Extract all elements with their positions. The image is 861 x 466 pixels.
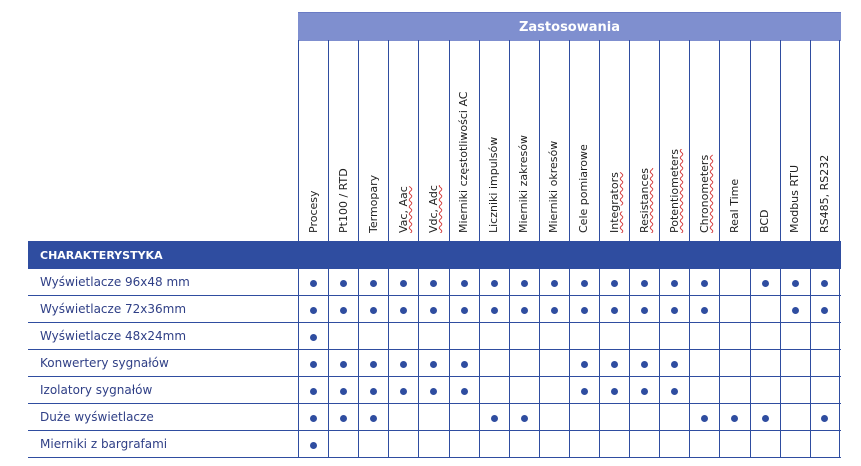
table-cell (629, 350, 659, 376)
table-cell (539, 431, 569, 457)
table-cell (358, 431, 388, 457)
table-cell (388, 269, 418, 295)
table-cell (569, 296, 599, 322)
bullet-dot-icon (430, 361, 437, 368)
table-cell (629, 377, 659, 403)
table-cell (539, 296, 569, 322)
bullet-dot-icon (821, 307, 828, 314)
table-cell (509, 377, 539, 403)
row-label: Wyświetlacze 48x24mm (40, 329, 187, 343)
table-cell (689, 269, 719, 295)
column-header (719, 40, 749, 241)
table-cell (298, 404, 328, 430)
table-cell (719, 269, 749, 295)
column-header-label: Vdc, Adc (426, 185, 440, 233)
table-cell (449, 296, 479, 322)
table-cell (750, 269, 780, 295)
bullet-dot-icon (551, 307, 558, 314)
table-cell (328, 350, 358, 376)
column-header (358, 40, 388, 241)
bullet-dot-icon (370, 388, 377, 395)
table-cell (569, 269, 599, 295)
bullet-dot-icon (762, 280, 769, 287)
table-cell (388, 431, 418, 457)
table-cell (358, 269, 388, 295)
table-cell (449, 323, 479, 349)
bullet-dot-icon (792, 307, 799, 314)
table-cell (358, 377, 388, 403)
table-cell (418, 431, 448, 457)
table-cell (539, 323, 569, 349)
bullet-dot-icon (310, 361, 317, 368)
table-cell (689, 296, 719, 322)
table-cell (750, 323, 780, 349)
table-cell (659, 269, 689, 295)
bullet-dot-icon (370, 307, 377, 314)
bullet-dot-icon (701, 280, 708, 287)
table-cell (569, 350, 599, 376)
table-cell (659, 350, 689, 376)
bullet-dot-icon (792, 280, 799, 287)
table-cell (328, 323, 358, 349)
bullet-dot-icon (310, 415, 317, 422)
table-cell (599, 431, 629, 457)
table-cell (599, 404, 629, 430)
table-cell (810, 350, 840, 376)
bullet-dot-icon (521, 415, 528, 422)
bullet-dot-icon (641, 307, 648, 314)
table-cell (629, 323, 659, 349)
table-cell (298, 269, 328, 295)
table-cell (539, 404, 569, 430)
column-header (780, 40, 810, 241)
bullet-dot-icon (821, 415, 828, 422)
column-header-label: Mierniki zakresów (517, 135, 531, 233)
table-cell (750, 431, 780, 457)
table-cell (328, 296, 358, 322)
column-header-label: Pt100 / RTD (336, 168, 350, 233)
bullet-dot-icon (340, 361, 347, 368)
table-cell (689, 404, 719, 430)
table-cell (539, 269, 569, 295)
bullet-dot-icon (461, 388, 468, 395)
column-header (659, 40, 689, 241)
table-cell (509, 404, 539, 430)
bullet-dot-icon (340, 307, 347, 314)
table-cell (719, 431, 749, 457)
table-cell (418, 269, 448, 295)
table-cell (388, 404, 418, 430)
bullet-dot-icon (611, 361, 618, 368)
bullet-dot-icon (491, 307, 498, 314)
bullet-dot-icon (581, 307, 588, 314)
bullet-dot-icon (340, 415, 347, 422)
row-label: Wyświetlacze 72x36mm (40, 302, 187, 316)
bullet-dot-icon (430, 307, 437, 314)
bullet-dot-icon (491, 415, 498, 422)
bullet-dot-icon (521, 307, 528, 314)
bullet-dot-icon (461, 307, 468, 314)
column-header (810, 40, 840, 241)
column-header (689, 40, 719, 241)
table-cell (780, 377, 810, 403)
bullet-dot-icon (310, 307, 317, 314)
table-cell (328, 431, 358, 457)
bullet-dot-icon (400, 361, 407, 368)
table-cell (719, 323, 749, 349)
table-cell (810, 296, 840, 322)
bullet-dot-icon (310, 442, 317, 449)
column-header (418, 40, 448, 241)
table-cell (689, 431, 719, 457)
table-row (28, 323, 841, 350)
row-label: Wyświetlacze 96x48 mm (40, 275, 190, 289)
table-cell (418, 404, 448, 430)
table-cell (599, 350, 629, 376)
column-header-label: Chronometers (697, 154, 711, 233)
column-header (388, 40, 418, 241)
bullet-dot-icon (551, 280, 558, 287)
table-cell (388, 377, 418, 403)
column-header (599, 40, 629, 241)
table-cell (780, 350, 810, 376)
table-cell (509, 431, 539, 457)
table-cell (780, 296, 810, 322)
column-header (479, 40, 509, 241)
table-cell (629, 296, 659, 322)
table-cell (418, 296, 448, 322)
table-cell (479, 269, 509, 295)
column-header-label: Termopary (366, 174, 380, 233)
bullet-dot-icon (340, 388, 347, 395)
bullet-dot-icon (310, 280, 317, 287)
bullet-dot-icon (370, 415, 377, 422)
table-cell (599, 296, 629, 322)
table-cell (418, 377, 448, 403)
column-header (449, 40, 479, 241)
table-cell (599, 323, 629, 349)
table-cell (629, 404, 659, 430)
table-cell (418, 350, 448, 376)
column-header-label: Liczniki impulsów (487, 136, 501, 233)
bullet-dot-icon (671, 361, 678, 368)
column-header-label: Mierniki okresów (547, 140, 561, 233)
column-header-label: Mierniki częstotliwości AC (457, 91, 470, 233)
table-cell (810, 431, 840, 457)
bullet-dot-icon (430, 388, 437, 395)
column-header (298, 40, 328, 241)
bullet-dot-icon (400, 280, 407, 287)
table-cell (539, 377, 569, 403)
table-cell (358, 323, 388, 349)
table-row (28, 377, 841, 404)
table-cell (780, 269, 810, 295)
table-cell (509, 296, 539, 322)
column-header-label: Resistances (637, 167, 651, 233)
table-cell (298, 323, 328, 349)
column-header (509, 40, 539, 241)
table-cell (810, 269, 840, 295)
table-cell (449, 350, 479, 376)
table-cell (719, 296, 749, 322)
table-row (28, 269, 841, 296)
table-cell (810, 377, 840, 403)
table-cell (780, 431, 810, 457)
table-cell (569, 404, 599, 430)
column-header (750, 40, 780, 241)
bullet-dot-icon (611, 280, 618, 287)
bullet-dot-icon (641, 388, 648, 395)
applications-header: Zastosowania (298, 12, 841, 41)
table-cell (569, 323, 599, 349)
bullet-dot-icon (461, 361, 468, 368)
table-cell (388, 296, 418, 322)
bullet-dot-icon (581, 361, 588, 368)
bullet-dot-icon (491, 280, 498, 287)
bullet-dot-icon (731, 415, 738, 422)
column-header-label: Modbus RTU (788, 165, 802, 233)
column-header-label: Potentiometers (667, 149, 681, 233)
table-cell (328, 404, 358, 430)
table-cell (298, 350, 328, 376)
bullet-dot-icon (310, 334, 317, 341)
table-row (28, 431, 841, 458)
table-cell (599, 269, 629, 295)
table-cell (479, 350, 509, 376)
table-cell (298, 431, 328, 457)
table-cell (719, 350, 749, 376)
column-header-label: Real Time (727, 178, 741, 233)
bullet-dot-icon (611, 388, 618, 395)
bullet-dot-icon (370, 280, 377, 287)
column-header (569, 40, 599, 241)
table-cell (328, 377, 358, 403)
table-cell (750, 377, 780, 403)
table-cell (358, 350, 388, 376)
bullet-dot-icon (821, 280, 828, 287)
column-header (328, 40, 358, 241)
table-cell (659, 377, 689, 403)
table-cell (479, 377, 509, 403)
column-header-label: Vac, Aac (396, 186, 410, 233)
bullet-dot-icon (581, 388, 588, 395)
table-cell (479, 323, 509, 349)
bullet-dot-icon (400, 388, 407, 395)
table-cell (810, 404, 840, 430)
bullet-dot-icon (461, 280, 468, 287)
table-cell (599, 377, 629, 403)
bullet-dot-icon (641, 280, 648, 287)
table-cell (659, 323, 689, 349)
bullet-dot-icon (430, 280, 437, 287)
bullet-dot-icon (581, 280, 588, 287)
table-row (28, 404, 841, 431)
table-cell (388, 323, 418, 349)
table-cell (569, 431, 599, 457)
table-cell (388, 350, 418, 376)
table-cell (750, 350, 780, 376)
row-label: Konwertery sygnałów (40, 356, 169, 370)
bullet-dot-icon (671, 307, 678, 314)
table-cell (689, 323, 719, 349)
table-cell (298, 377, 328, 403)
table-cell (449, 269, 479, 295)
table-cell (780, 323, 810, 349)
table-cell (569, 377, 599, 403)
table-cell (629, 269, 659, 295)
column-header-label: Procesy (306, 190, 320, 233)
table-cell (689, 377, 719, 403)
table-row (28, 296, 841, 323)
table-cell (810, 323, 840, 349)
table-cell (659, 431, 689, 457)
table-cell (479, 431, 509, 457)
bullet-dot-icon (641, 361, 648, 368)
table-cell (539, 350, 569, 376)
table-cell (509, 269, 539, 295)
row-label: Mierniki z bargrafami (40, 437, 168, 451)
bullet-dot-icon (671, 388, 678, 395)
column-header-label: Cele pomiarowe (577, 144, 591, 233)
bullet-dot-icon (611, 307, 618, 314)
bullet-dot-icon (521, 280, 528, 287)
column-header (629, 40, 659, 241)
table-cell (659, 296, 689, 322)
bullet-dot-icon (762, 415, 769, 422)
table-cell (449, 404, 479, 430)
table-row (28, 350, 841, 377)
table-cell (750, 404, 780, 430)
table-cell (719, 377, 749, 403)
section-header: CHARAKTERYSTYKA (28, 241, 841, 269)
table-cell (509, 323, 539, 349)
bullet-dot-icon (310, 388, 317, 395)
bullet-dot-icon (370, 361, 377, 368)
table-cell (780, 404, 810, 430)
table-cell (509, 350, 539, 376)
table-cell (418, 323, 448, 349)
table-cell (358, 404, 388, 430)
table-cell (750, 296, 780, 322)
table-cell (328, 269, 358, 295)
column-header-label: BCD (758, 209, 771, 233)
table-cell (719, 404, 749, 430)
column-header-label: Integrators (607, 172, 621, 233)
bullet-dot-icon (671, 280, 678, 287)
table-cell (298, 296, 328, 322)
table-cell (479, 404, 509, 430)
row-label: Duże wyświetlacze (40, 410, 154, 424)
bullet-dot-icon (340, 280, 347, 287)
table-cell (629, 431, 659, 457)
row-label: Izolatory sygnałów (40, 383, 153, 397)
table-cell (449, 377, 479, 403)
table-cell (659, 404, 689, 430)
column-header (539, 40, 569, 241)
table-cell (449, 431, 479, 457)
bullet-dot-icon (701, 415, 708, 422)
table-cell (479, 296, 509, 322)
table-cell (358, 296, 388, 322)
column-header-label: RS485, RS232 (817, 154, 831, 233)
table-cell (689, 350, 719, 376)
bullet-dot-icon (701, 307, 708, 314)
bullet-dot-icon (400, 307, 407, 314)
